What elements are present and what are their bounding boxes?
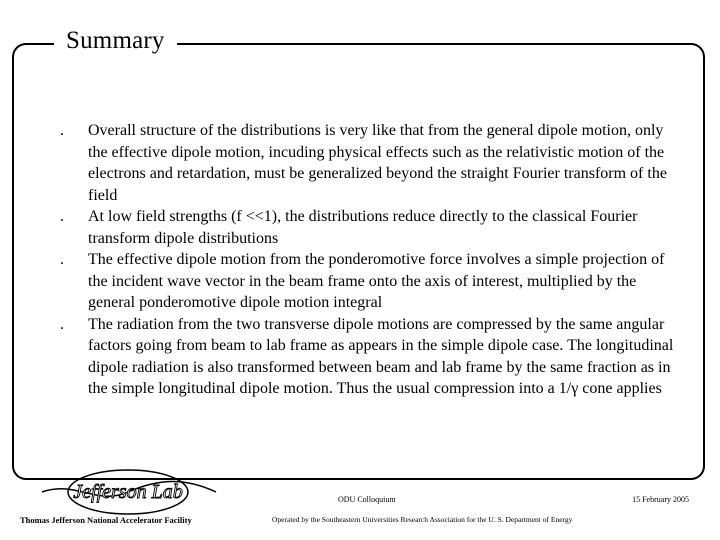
bullet-item xyxy=(60,120,680,206)
bullet-marker: . xyxy=(60,122,64,139)
bullet-item xyxy=(60,249,680,314)
footer-operator: Operated by the Southeastern Universities Research Association for the U. S. Department of Energy xyxy=(272,515,573,524)
footer-event: ODU Colloquium xyxy=(338,495,396,504)
bullet-text: The radiation from the two transverse dipole motions are compressed by the same angular factors going from beam to lab frame as appears in the simple dipole case. The longitudinal dipole radiation is also transformed between beam and lab frame by the same fraction as in the simple longitudinal dipole motion. Thus the usual compression into a 1/γ cone applies xyxy=(88,315,674,397)
bullet-item xyxy=(60,314,680,400)
title-container xyxy=(54,26,177,56)
bullet-item xyxy=(60,206,680,249)
bullet-marker: . xyxy=(60,315,64,333)
slide-title: Summary xyxy=(66,27,165,54)
bullet-marker: . xyxy=(60,208,64,225)
logo-text: Jefferson Lab xyxy=(73,481,183,503)
bullet-text: Overall structure of the distributions is very like that from the general dipole motion, only the effective dipole motion, incuding physical effects such as the relativistic motion of the electrons and retardation, must be generalized beyond the straight Fourier transform of the field xyxy=(88,122,667,204)
bullet-marker: . xyxy=(60,251,64,268)
bullet-text: The effective dipole motion from the ponderomotive force involves a simple projection of the incident wave vector in the beam frame onto the axis of interest, multiplied by the general ponderomotive dipole motion integral xyxy=(88,251,665,311)
bullet-list xyxy=(60,120,680,400)
bullet-text: At low field strengths (f <<1), the distributions reduce directly to the classical Fourier transform dipole distributions xyxy=(88,208,638,247)
footer-facility: Thomas Jefferson National Accelerator Facility xyxy=(20,515,192,525)
footer-date: 15 February 2005 xyxy=(632,495,689,504)
jefferson-lab-logo xyxy=(36,462,221,520)
